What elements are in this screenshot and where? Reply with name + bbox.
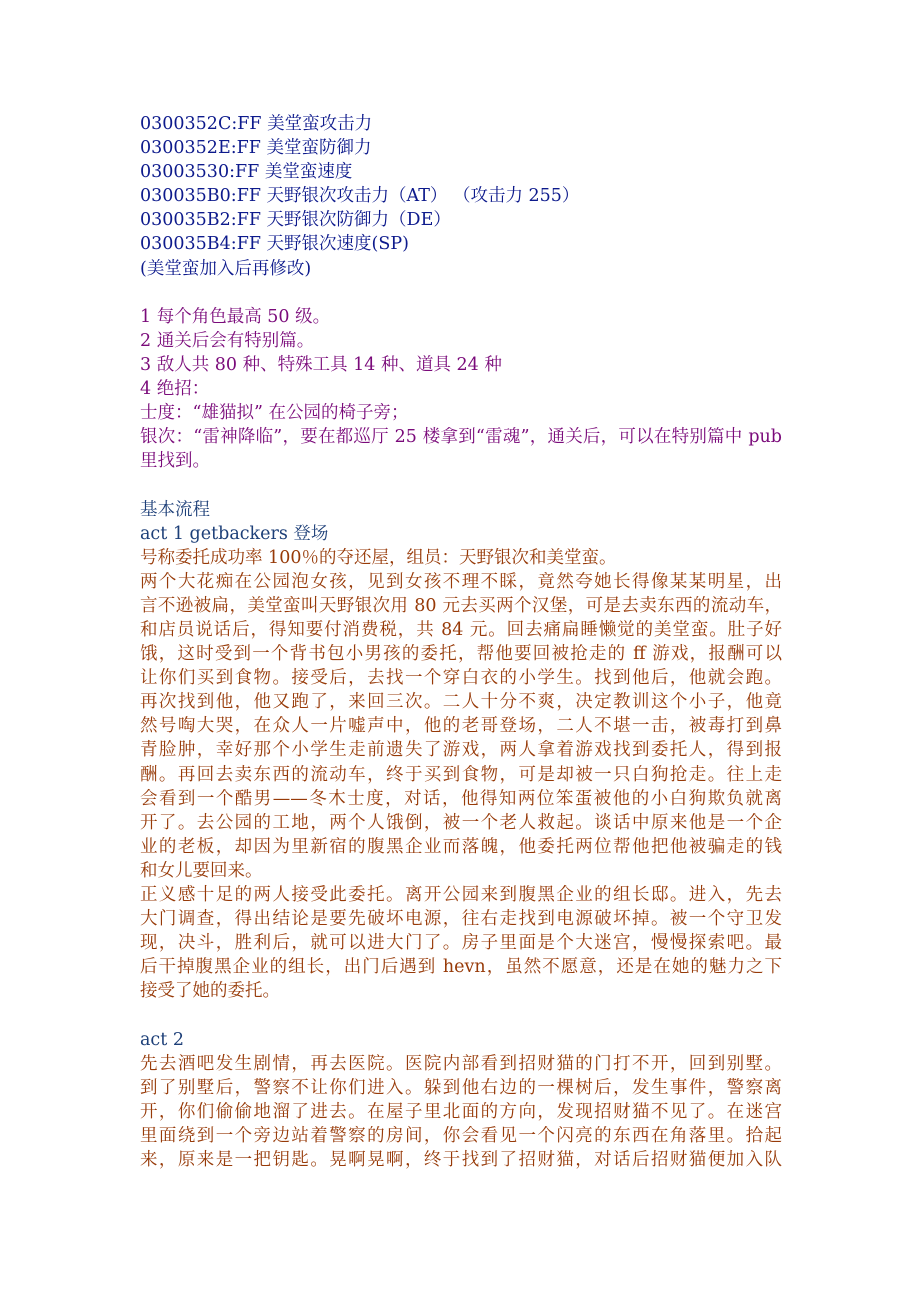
note-line: 2 通关后会有特别篇。 xyxy=(140,330,315,351)
cheat-code-line: 030035B2:FF 天野银次防御力（DE） xyxy=(140,210,451,231)
cheat-code-line: 03003530:FF 美堂蛮速度 xyxy=(140,162,353,183)
cheat-code-list xyxy=(140,112,782,281)
act1-heading: act 1 getbackers 登场 xyxy=(140,523,329,544)
note-line: 3 敌人共 80 种、特殊工具 14 种、道具 24 种 xyxy=(140,354,502,375)
story-line: 号称委托成功率 100％的夺还屋，组员：天野银次和美堂蛮。 xyxy=(140,547,617,568)
story-line: 正义感十足的两人接受此委托。离开公园来到腹黑企业的组长邸。进入，先去 xyxy=(140,885,782,905)
story-line: 饿，这时受到一个背书包小男孩的委托，帮他要回被抢走的 ff 游戏，报酬可以 xyxy=(140,644,782,665)
story-line: 开，你们偷偷地溜了进去。在屋子里北面的方向，发现招财猫不见了。在迷宫 xyxy=(140,1101,782,1122)
story-line: 后干掉腹黑企业的组长，出门后遇到 hevn，虽然不愿意，还是在她的魅力之下 xyxy=(140,957,782,978)
story-line: 里面绕到一个旁边站着警察的房间，你会看见一个闪亮的东西在角落里。拾起 xyxy=(140,1125,782,1146)
cheat-code-line: 0300352C:FF 美堂蛮攻击力 xyxy=(140,114,373,134)
story-line: 然号啕大哭，在众人一片嘘声中，他的老哥登场，二人不堪一击，被毒打到鼻 xyxy=(140,716,782,737)
act2-heading: act 2 xyxy=(140,1029,184,1050)
cheat-code-line: (美堂蛮加入后再修改) xyxy=(140,258,312,279)
story-line: 先去酒吧发生剧情，再去医院。医院内部看到招财猫的门打不开，回到别墅。 xyxy=(140,1053,782,1074)
story-line: 来，原来是一把钥匙。晃啊晃啊，终于找到了招财猫，对话后招财猫便加入队 xyxy=(140,1150,782,1171)
story-line: 开了。去公园的工地，两个人饿倒，被一个老人救起。谈话中原来他是一个企 xyxy=(140,812,782,833)
story-line: 接受了她的委托。 xyxy=(140,981,280,1002)
story-line: 大门调查，得出结论是要先破坏电源，往右走找到电源破坏掉。被一个守卫发 xyxy=(140,909,782,930)
blank-line xyxy=(140,473,782,497)
story-line: 到了别墅后，警察不让你们进入。躲到他右边的一棵树后，发生事件，警察离 xyxy=(140,1077,782,1098)
cheat-code-line: 030035B0:FF 天野银次攻击力（AT） （攻击力 255） xyxy=(140,186,580,207)
game-notes-list xyxy=(140,305,782,474)
cheat-code-line: 0300352E:FF 美堂蛮防御力 xyxy=(140,138,372,159)
story-line: 青脸肿，幸好那个小学生走前遗失了游戏，两人拿着游戏找到委托人，得到报 xyxy=(140,740,782,761)
story-line: 两个大花痴在公园泡女孩，见到女孩不理不睬，竟然夸她长得像某某明星，出 xyxy=(140,571,782,592)
walkthrough-title: 基本流程 xyxy=(140,499,210,520)
note-line: 1 每个角色最高 50 级。 xyxy=(140,306,331,327)
document-page xyxy=(140,112,782,1172)
note-line: 士度：“雄猫拟” 在公园的椅子旁； xyxy=(140,403,409,424)
story-line: 现，决斗，胜利后，就可以进大门了。房子里面是个大迷宫，慢慢探索吧。最 xyxy=(140,933,782,954)
cheat-code-line: 030035B4:FF 天野银次速度(SP) xyxy=(140,234,409,255)
story-line: 和店员说话后，得知要付消费税，共 84 元。回去痛扁睡懒觉的美堂蛮。肚子好 xyxy=(140,619,782,640)
blank-line xyxy=(140,281,782,305)
act2-text xyxy=(140,1052,782,1172)
story-line: 言不逊被扁，美堂蛮叫天野银次用 80 元去买两个汉堡，可是去卖东西的流动车， xyxy=(140,595,782,616)
act1-text xyxy=(140,546,782,1004)
story-line: 让你们买到食物。接受后，去找一个穿白衣的小学生。找到他后，他就会跑。 xyxy=(140,668,782,689)
story-line: 和女儿要回来。 xyxy=(140,860,263,881)
note-line: 4 绝招： xyxy=(140,379,210,400)
story-line: 会看到一个酷男——冬木士度，对话，他得知两位笨蛋被他的小白狗欺负就离 xyxy=(140,788,782,809)
note-line: 银次：“雷神降临”，要在都巡厅 25 楼拿到“雷魂”，通关后，可以在特别篇中 pub xyxy=(140,427,782,448)
blank-line xyxy=(140,1003,782,1027)
story-line: 业的老板，却因为里新宿的腹黑企业而落魄，他委托两位帮他把他被骗走的钱 xyxy=(140,836,782,857)
story-line: 酬。再回去卖东西的流动车，终于买到食物，可是却被一只白狗抢走。往上走 xyxy=(140,764,782,785)
story-line: 再次找到他，他又跑了，来回三次。二人十分不爽，决定教训这个小子，他竟 xyxy=(140,692,782,713)
note-line: 里找到。 xyxy=(140,451,210,472)
